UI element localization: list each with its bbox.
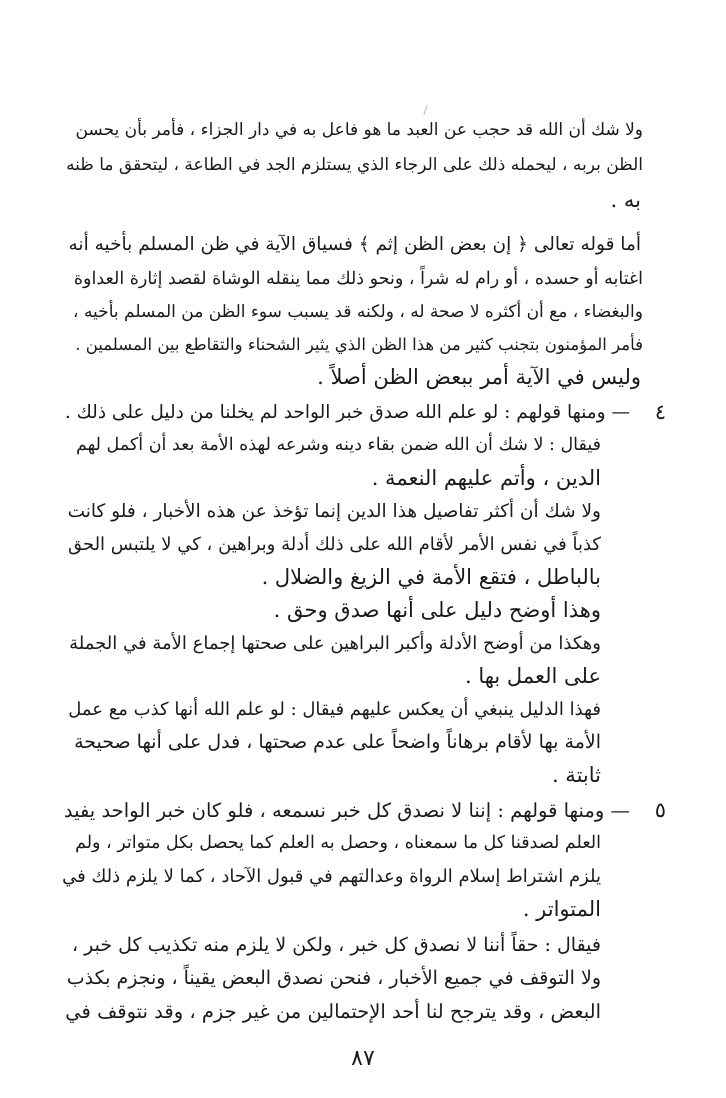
text-line: ثابتة . [551,763,601,787]
text-line: بالباطل ، فتقع الأمة في الزيغ والضلال . [261,565,601,589]
text-line: البعض ، وقد يترجح لنا أحد الإحتمالين من غير جزم ، وقد نتوقف في [65,1000,601,1023]
text-line: به . [610,188,641,212]
text-line: وهذا أوضح دليل على أنها صدق وحق . [273,598,601,622]
text-line: فهذا الدليل ينبغي أن يعكس عليهم فيقال : لو علم الله أنها كذب مع عمل [68,699,601,720]
text-line: وليس في الآية أمر ببعض الظن أصلاً . [317,365,641,389]
text-line: فأمر المؤمنون بتجنب كثير من هذا الظن الذي يثير الشحناء والتقاطع بين المسلمين . [75,335,643,354]
text-line: الدين ، وأتم عليهم النعمة . [371,466,601,490]
text-line: المتواتر . [522,897,601,921]
text-line: فيقال : لا شك أن الله ضمن بقاء دينه وشرعه لهذه الأمة بعد أن أكمل لهم [75,435,601,455]
text-line: الأمة بها لأقام برهاناً واضحاً على عدم صحتها ، فدل على أنها صحيحة [74,731,601,753]
text-line: العلم لصدقنا كل ما سمعناه ، وحصل به العلم كما يحصل بكل متواتر ، ولم [75,833,601,853]
item-number: ٥ [654,798,666,822]
page-number: ٨٧ [351,1046,375,1071]
text-line: يلزم اشتراط إسلام الرواة وعدالتهم في قبول الآحاد ، كما لا يلزم ذلك في [62,866,601,887]
text-line: أما قوله تعالى ﴿ إن بعض الظن إثم ﴾ فسياق الآية في ظن المسلم بأخيه أنه [68,234,641,255]
text-line: والبغضاء ، مع أن أكثره لا صحة له ، ولكنه قد يسبب سوء الظن من المسلم بأخيه ، [73,302,643,322]
item-number: ٤ [654,400,666,424]
text-line: الظن بربه ، ليحمله ذلك على الرجاء الذي يستلزم الجد في الطاعة ، ليتحقق ما ظنه [66,155,643,175]
text-line: فيقال : حقاً أننا لا نصدق كل خبر ، ولكن لا يلزم منه تكذيب كل خبر ، [71,934,601,956]
text-line: — ومنها قولهم : إننا لا نصدق كل خبر نسمعه ، فلو كان خبر الواحد يفيد [63,799,630,822]
text-line: ولا شك أن الله قد حجب عن العبد ما هو فاعل به في دار الجزاء ، فأمر بأن يحسن [75,120,643,140]
text-line: على العمل بها . [464,664,601,688]
text-line: وهكذا من أوضح الأدلة وأكبر البراهين على صحتها إجماع الأمة في الجملة [69,633,601,654]
text-line: كذباً في نفس الأمر لأقام الله على ذلك أدلة وبراهين ، كي لا يلتبس الحق [67,534,601,555]
text-line: اغتابه أو حسده ، أو رام له شراً ، ونحو ذلك مما ينقله الوشاة لقصد إثارة العداوة [73,269,643,289]
text-line: ولا شك أن أكثر تفاصيل هذا الدين إنما تؤخذ عن هذه الأخبار ، فلو كانت [67,501,601,522]
text-line: ولا التوقف في جميع الأخبار ، فنحن نصدق البعض يقيناً ، ونجزم بكذب [66,967,601,989]
text-line: — ومنها قولهم : لو علم الله صدق خبر الواحد لم يخلنا من دليل على ذلك . [64,402,630,423]
